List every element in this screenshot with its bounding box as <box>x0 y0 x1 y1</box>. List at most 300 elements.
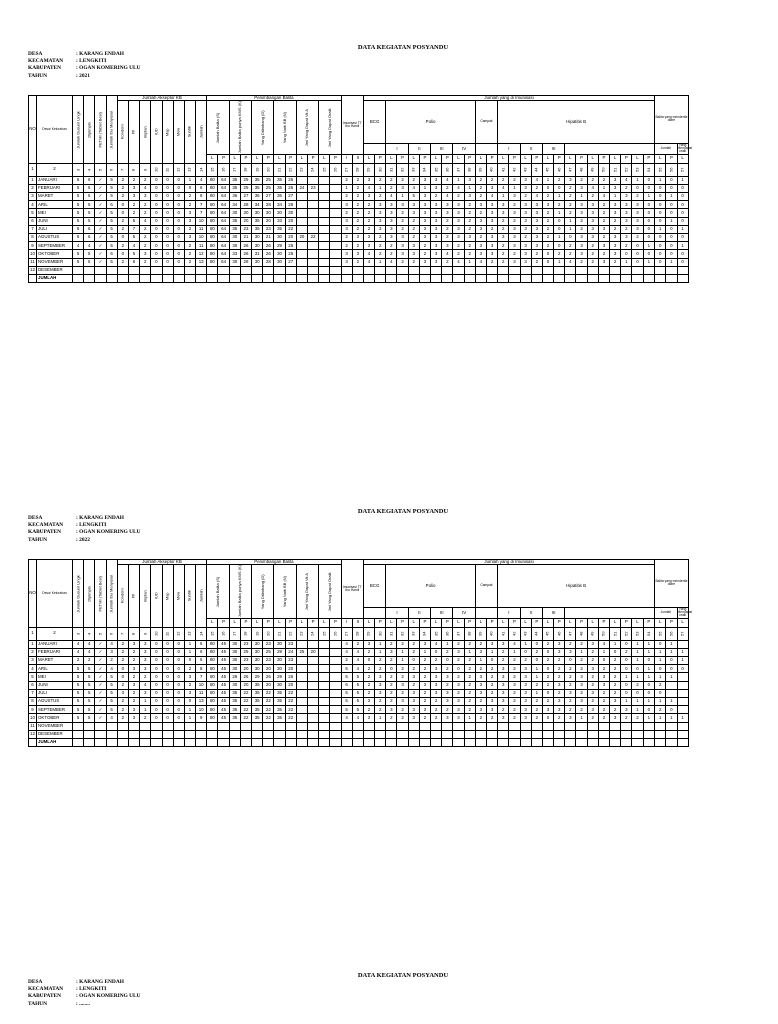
column-number: 11 <box>162 627 173 640</box>
table-cell: 4 <box>363 184 374 192</box>
table-cell: 3 <box>464 193 475 201</box>
table-cell: 2 <box>386 697 397 705</box>
table-cell <box>296 640 307 648</box>
table-cell: 3 <box>408 209 419 217</box>
table-cell: ✓ <box>95 665 106 673</box>
table-cell <box>263 722 274 730</box>
table-cell: 1 <box>610 193 621 201</box>
table-cell: 2 <box>419 665 430 673</box>
header-diare: Balita yang menderita diare <box>655 560 689 608</box>
header-tt-i: I <box>341 154 352 163</box>
table-cell <box>397 730 408 738</box>
table-cell <box>330 689 341 697</box>
column-number: 57 <box>677 163 688 176</box>
table-cell <box>542 274 553 282</box>
table-cell <box>307 722 318 730</box>
table-cell: 3 <box>341 201 352 209</box>
table-cell: 80 <box>207 233 218 241</box>
header-p: P <box>375 154 386 163</box>
table-cell: 3 <box>610 242 621 250</box>
table-cell: 5 <box>84 714 95 722</box>
table-cell: 3 <box>610 201 621 209</box>
table-cell: 3 <box>531 225 542 233</box>
table-cell: 4 <box>509 640 520 648</box>
column-number: 18 <box>240 627 251 640</box>
table-cell: 4 <box>363 258 374 266</box>
header-kb-col: Kondom <box>117 101 128 163</box>
table-cell: 35 <box>252 681 263 689</box>
table-cell: 0 <box>598 657 609 665</box>
table-cell: 11 <box>196 689 207 697</box>
meta-label: KECAMATAN <box>28 58 64 65</box>
table-cell <box>151 266 162 274</box>
table-cell: 2 <box>554 665 565 673</box>
table-cell: 35 <box>229 225 240 233</box>
table-cell: 3 <box>352 250 363 258</box>
table-cell: 2 <box>431 714 442 722</box>
table-cell: 3 <box>431 233 442 241</box>
column-number: 47 <box>565 627 576 640</box>
table-cell: 2 <box>486 258 497 266</box>
header-imunisasi: Jumlah yang di Imunisasi <box>363 96 654 101</box>
table-cell: 22 <box>263 697 274 705</box>
meta-value: : KARANG ENDAH <box>76 51 124 57</box>
table-cell: 2 <box>509 176 520 184</box>
table-cell: 2 <box>128 689 139 697</box>
table-cell <box>319 722 330 730</box>
table-cell <box>330 657 341 665</box>
header-akseptor-kb: Jumlah Akseptor KB <box>117 96 207 101</box>
header-kb-col: Implan <box>140 565 151 627</box>
table-cell: 2 <box>464 209 475 217</box>
table-row <box>29 176 689 184</box>
column-number: 5 <box>95 627 106 640</box>
table-cell: 0 <box>162 225 173 233</box>
table-cell: 2 <box>106 657 117 665</box>
table-cell: 1 <box>655 697 666 705</box>
table-cell: 5 <box>196 640 207 648</box>
table-cell: 28 <box>263 201 274 209</box>
table-cell: 0 <box>151 217 162 225</box>
table-cell <box>587 274 598 282</box>
header-penimbangan-col: Yang Ditimbang (D) <box>252 565 274 618</box>
table-cell <box>330 697 341 705</box>
table-cell <box>196 722 207 730</box>
table-cell: 2 <box>140 201 151 209</box>
header-akseptor-kb: Jumlah Akseptor KB <box>117 560 207 565</box>
table-cell: 30 <box>229 648 240 656</box>
meta-value: : 2022 <box>76 536 90 543</box>
table-cell: 2 <box>587 193 598 201</box>
table-cell: 20 <box>240 217 251 225</box>
table-cell <box>531 738 542 746</box>
table-cell: 3 <box>431 665 442 673</box>
table-cell: 4 <box>352 714 363 722</box>
table-cell: 25 <box>285 176 296 184</box>
table-cell <box>319 184 330 192</box>
table-cell: 64 <box>218 176 229 184</box>
table-cell: 3 <box>453 706 464 714</box>
header-l: L <box>453 618 464 627</box>
table-cell: 2 <box>621 648 632 656</box>
table-cell: 2 <box>610 706 621 714</box>
table-cell: 2 <box>554 673 565 681</box>
table-cell <box>296 706 307 714</box>
table-cell: 3 <box>520 714 531 722</box>
table-cell: 0 <box>643 681 655 689</box>
header-kb-col: IUD <box>151 565 162 627</box>
table-cell: 3 <box>621 233 632 241</box>
table-cell: 5 <box>73 258 84 266</box>
table-cell <box>330 274 341 282</box>
header-tt-ii: II <box>352 154 363 163</box>
table-cell: 0 <box>162 209 173 217</box>
table-cell <box>296 714 307 722</box>
table-cell <box>677 722 688 730</box>
table-cell: 2 <box>542 673 553 681</box>
table-cell: 2 <box>598 209 609 217</box>
table-cell <box>520 274 531 282</box>
column-number: 13 <box>184 627 195 640</box>
table-row <box>29 242 689 250</box>
table-cell: 2 <box>352 242 363 250</box>
header-tt-i: I <box>341 618 352 627</box>
table-cell: 2 <box>386 184 397 192</box>
table-cell <box>330 665 341 673</box>
table-cell <box>307 242 318 250</box>
table-cell: 0 <box>643 233 655 241</box>
header-diare-jumlah: Jumlah <box>655 143 677 154</box>
table-cell: 45 <box>218 706 229 714</box>
table-cell: 3 <box>140 193 151 201</box>
table-cell: 2 <box>498 706 509 714</box>
table-cell <box>352 722 363 730</box>
meta-row <box>28 58 141 65</box>
table-cell: 1 <box>464 258 475 266</box>
meta-row <box>28 515 141 522</box>
row-month: ARIL <box>37 665 73 673</box>
table-cell: 80 <box>207 217 218 225</box>
table-cell: 2 <box>431 697 442 705</box>
table-cell: 2 <box>140 176 151 184</box>
table-cell <box>84 738 95 746</box>
table-cell: 0 <box>162 233 173 241</box>
table-cell: 5 <box>84 673 95 681</box>
table-cell: 1 <box>375 258 386 266</box>
table-cell: 3 <box>576 697 587 705</box>
table-cell: 30 <box>229 233 240 241</box>
column-number: 20 <box>263 163 274 176</box>
table-cell: 0 <box>632 258 643 266</box>
table-cell: 3 <box>419 706 430 714</box>
table-cell: 6 <box>106 201 117 209</box>
table-cell: 3 <box>475 250 486 258</box>
table-cell: 4 <box>621 176 632 184</box>
column-number: 8 <box>128 163 139 176</box>
table-cell: 2 <box>464 673 475 681</box>
table-cell <box>576 266 587 274</box>
table-cell: 4 <box>140 184 151 192</box>
meta-value: : LENGKITI <box>76 522 107 529</box>
table-cell <box>453 722 464 730</box>
table-cell: 3 <box>419 681 430 689</box>
table-cell: 1 <box>643 665 655 673</box>
table-cell: 35 <box>229 689 240 697</box>
table-cell: 2 <box>184 225 195 233</box>
column-number: 4 <box>84 627 95 640</box>
header-penimbangan-col: Jumlah Balita (S) <box>207 565 229 618</box>
table-cell: 22 <box>285 689 296 697</box>
table-cell: 2 <box>655 706 666 714</box>
table-cell: 1 <box>677 176 688 184</box>
table-cell <box>531 730 542 738</box>
table-cell: 2 <box>554 657 565 665</box>
column-number: 55 <box>655 627 666 640</box>
meta-row <box>28 986 141 993</box>
table-cell: 1 <box>531 689 542 697</box>
column-number: 54 <box>643 163 655 176</box>
table-cell <box>542 730 553 738</box>
table-cell: 80 <box>207 176 218 184</box>
table-cell <box>296 681 307 689</box>
column-number: 50 <box>598 163 609 176</box>
table-row <box>29 217 689 225</box>
column-number: 40 <box>486 627 497 640</box>
header-hepb-dose: III <box>542 607 564 618</box>
table-cell: 3 <box>453 217 464 225</box>
table-cell: 3 <box>419 217 430 225</box>
header-l: L <box>386 618 397 627</box>
table-cell: 25 <box>285 250 296 258</box>
meta-row <box>28 993 141 1000</box>
table-cell: 0 <box>117 201 128 209</box>
table-cell: 1 <box>453 176 464 184</box>
table-cell: 2 <box>587 697 598 705</box>
table-cell: 0 <box>173 201 184 209</box>
table-cell: 2 <box>140 209 151 217</box>
meta-label: KECAMATAN <box>28 986 64 993</box>
table-cell: 1 <box>509 184 520 192</box>
table-cell: 2 <box>464 689 475 697</box>
table-cell: 30 <box>274 665 285 673</box>
table-cell: 2 <box>442 665 453 673</box>
table-cell <box>117 274 128 282</box>
table-cell: 2 <box>542 681 553 689</box>
table-cell: 1 <box>643 242 655 250</box>
header-hepatitis-b: Hipatitis B <box>498 101 655 143</box>
table-cell <box>229 730 240 738</box>
table-cell: 2 <box>486 176 497 184</box>
column-number: 21 <box>274 627 285 640</box>
table-cell: 30 <box>252 209 263 217</box>
table-cell: 2 <box>442 184 453 192</box>
table-cell: 0 <box>643 706 655 714</box>
table-cell <box>128 266 139 274</box>
table-cell <box>319 706 330 714</box>
table-cell <box>319 176 330 184</box>
table-cell <box>73 266 84 274</box>
meta-row <box>28 537 141 544</box>
table-cell <box>363 730 374 738</box>
table-cell: 21 <box>263 233 274 241</box>
table-cell: 2 <box>117 706 128 714</box>
table-row <box>29 258 689 266</box>
meta-value: : OGAN KOMERING ULU <box>76 993 141 1000</box>
table-cell <box>296 665 307 673</box>
column-number: 16 <box>218 163 229 176</box>
table-row <box>29 730 689 738</box>
table-cell: 2 <box>397 225 408 233</box>
table-cell: 3 <box>587 665 598 673</box>
table-cell: 1 <box>475 657 486 665</box>
table-cell: 0 <box>151 209 162 217</box>
column-number: 9 <box>140 627 151 640</box>
table-cell: 0 <box>117 250 128 258</box>
table-cell <box>296 689 307 697</box>
table-cell <box>509 738 520 746</box>
table-cell <box>307 176 318 184</box>
table-cell: 30 <box>252 242 263 250</box>
table-cell: 1 <box>598 184 609 192</box>
table-cell <box>285 274 296 282</box>
table-cell: 3 <box>509 209 520 217</box>
table-cell <box>307 738 318 746</box>
table-cell <box>307 266 318 274</box>
table-cell: 80 <box>207 689 218 697</box>
table-cell: 3 <box>587 225 598 233</box>
table-cell <box>375 266 386 274</box>
table-cell: 29 <box>252 673 263 681</box>
table-cell: 0 <box>655 242 666 250</box>
table-cell <box>117 730 128 738</box>
header-p: P <box>486 154 497 163</box>
table-cell <box>509 274 520 282</box>
table-cell: 3 <box>419 209 430 217</box>
table-cell <box>263 738 274 746</box>
table-cell: 3 <box>128 681 139 689</box>
table-cell <box>330 201 341 209</box>
table-cell: ✓ <box>95 714 106 722</box>
header-p: P <box>531 618 542 627</box>
table-cell: 3 <box>587 217 598 225</box>
table-cell: 8 <box>29 697 37 705</box>
table-cell <box>184 722 195 730</box>
table-cell: 2 <box>464 250 475 258</box>
table-cell: 3 <box>520 665 531 673</box>
table-cell: 6 <box>29 681 37 689</box>
table-cell: 0 <box>666 176 677 184</box>
table-cell: 23 <box>263 640 274 648</box>
header-kb-col: Pil <box>128 565 139 627</box>
meta-row <box>28 1001 141 1008</box>
table-cell <box>128 274 139 282</box>
table-cell: ✓ <box>95 706 106 714</box>
table-cell: 2 <box>363 201 374 209</box>
table-cell: 2 <box>610 681 621 689</box>
table-cell: 1 <box>464 184 475 192</box>
table-cell: 3 <box>453 225 464 233</box>
table-cell <box>330 193 341 201</box>
table-cell: 4 <box>565 258 576 266</box>
row-month: DESEMBER <box>37 730 73 738</box>
table-cell: 0 <box>173 225 184 233</box>
table-cell: 3 <box>576 681 587 689</box>
header-l: L <box>587 154 598 163</box>
table-cell: 5 <box>29 209 37 217</box>
section-title: DATA KEGIATAN POSYANDU <box>357 44 449 51</box>
header-l: L <box>386 154 397 163</box>
table-cell: 22 <box>263 714 274 722</box>
header-campak: Campak <box>475 565 497 607</box>
table-cell: 3 <box>475 201 486 209</box>
table-cell: 0 <box>666 225 677 233</box>
table-cell: 4 <box>363 250 374 258</box>
table-cell <box>330 242 341 250</box>
table-cell: 3 <box>531 217 542 225</box>
table-cell: 2 <box>375 657 386 665</box>
column-number: 19 <box>252 627 263 640</box>
table-cell: 24 <box>285 648 296 656</box>
table-cell: 5 <box>128 233 139 241</box>
table-cell: 30 <box>252 258 263 266</box>
table-cell: 23 <box>263 657 274 665</box>
table-row <box>29 274 689 282</box>
header-l: L <box>632 154 643 163</box>
table-cell: 30 <box>229 209 240 217</box>
table-cell: 23 <box>240 657 251 665</box>
table-cell: 1 <box>677 648 688 656</box>
table-cell <box>128 730 139 738</box>
header-l: L <box>677 618 688 627</box>
table-cell: 22 <box>240 706 251 714</box>
column-number: 46 <box>554 163 565 176</box>
table-cell <box>475 274 486 282</box>
table-cell <box>106 738 117 746</box>
table-cell: 0 <box>655 258 666 266</box>
table-cell: 0 <box>162 665 173 673</box>
table-cell <box>296 738 307 746</box>
table-cell <box>151 722 162 730</box>
column-number: 34 <box>419 627 430 640</box>
header-tt-ii: II <box>352 618 363 627</box>
header-diare: Balita yang menderita diare <box>655 96 689 144</box>
table-cell <box>419 266 430 274</box>
table-cell <box>498 730 509 738</box>
table-cell <box>296 225 307 233</box>
table-cell <box>319 242 330 250</box>
table-cell: 0 <box>173 665 184 673</box>
table-cell: 30 <box>229 657 240 665</box>
table-cell <box>520 738 531 746</box>
column-number: 51 <box>610 627 621 640</box>
header-l: L <box>475 154 486 163</box>
table-cell: 2 <box>352 184 363 192</box>
header-polio-dose: III <box>431 143 453 154</box>
table-cell <box>453 738 464 746</box>
table-cell: 3 <box>140 648 151 656</box>
table-cell: 2 <box>542 697 553 705</box>
table-cell <box>655 738 666 746</box>
table-cell: 5 <box>106 258 117 266</box>
table-cell <box>307 714 318 722</box>
table-cell: 1 <box>621 258 632 266</box>
table-cell: 3 <box>554 640 565 648</box>
table-cell <box>319 697 330 705</box>
header-p: P <box>397 618 408 627</box>
table-cell: 3 <box>341 258 352 266</box>
header-p: P <box>576 618 587 627</box>
table-cell: 2 <box>531 714 542 722</box>
